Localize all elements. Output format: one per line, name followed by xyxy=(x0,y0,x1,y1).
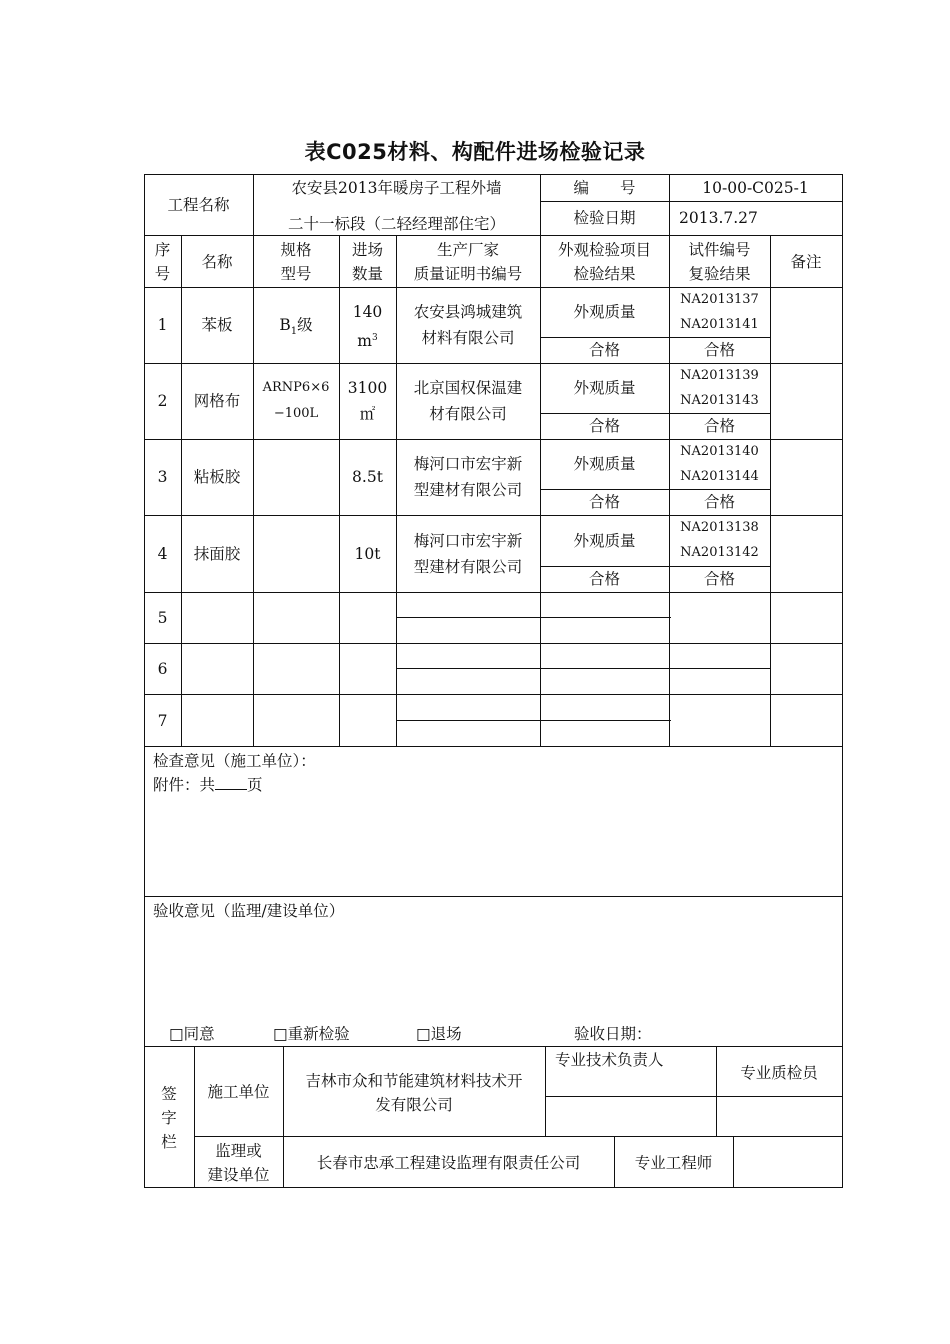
row-maker-2: 型建材有限公司 xyxy=(413,481,523,499)
qc-inspector-label: 专业质检员 xyxy=(740,1064,818,1082)
project-name-line2: 二十一标段（二轻经理部住宅） xyxy=(287,215,505,233)
row-qty: 3100 xyxy=(347,379,388,397)
row-test-no-2: NA2013142 xyxy=(680,545,759,560)
row-check-item: 外观质量 xyxy=(573,303,636,321)
col-seq-1: 序 xyxy=(154,241,171,259)
empty-row-no-6: 6 xyxy=(157,660,168,678)
col-name: 名称 xyxy=(201,253,233,271)
option-return-checkbox[interactable]: □退场 xyxy=(416,1025,462,1043)
row-test-no-1: NA2013138 xyxy=(680,520,759,535)
row-maker-2: 材料有限公司 xyxy=(421,329,515,347)
row-check-result: 合格 xyxy=(588,341,620,359)
row-maker-2: 型建材有限公司 xyxy=(413,558,523,576)
row-no: 3 xyxy=(157,468,168,486)
attachment-line: 附件：共 页 xyxy=(153,776,263,794)
builder-name-2: 发有限公司 xyxy=(375,1096,453,1114)
option-recheck-checkbox[interactable]: □重新检验 xyxy=(273,1025,350,1043)
row-name: 网格布 xyxy=(193,392,241,410)
row-spec-2: −100L xyxy=(273,406,319,421)
inspection-opinion-label: 检查意见（施工单位）： xyxy=(153,752,316,770)
row-maker-1: 北京国权保温建 xyxy=(413,379,523,397)
builder-label: 施工单位 xyxy=(207,1083,270,1101)
col-qty-1: 进场 xyxy=(351,241,383,259)
number-value: 10-00-C025-1 xyxy=(702,179,809,197)
row-check-result: 合格 xyxy=(588,417,620,435)
row-qty-unit: $m^3$ xyxy=(357,332,378,351)
row-no: 2 xyxy=(157,392,168,410)
row-test-no-1: NA2013139 xyxy=(680,368,759,383)
date-value: 2013.7.27 xyxy=(679,209,758,227)
row-maker-1: 梅河口市宏宇新 xyxy=(413,455,523,473)
signature-label-2: 字 xyxy=(161,1109,177,1127)
empty-row-no-5: 5 xyxy=(157,609,168,627)
row-test-no-1: NA2013140 xyxy=(680,444,759,459)
empty-row-no-7: 7 xyxy=(157,712,168,730)
row-maker-1: 农安县鸿城建筑 xyxy=(413,303,523,321)
col-remark: 备注 xyxy=(790,253,822,271)
signature-label-1: 签 xyxy=(161,1085,177,1103)
project-name-label: 工程名称 xyxy=(167,196,230,214)
col-spec-1: 规格 xyxy=(280,241,312,259)
col-qty-2: 数量 xyxy=(351,265,383,283)
row-qty-unit: ㎡ xyxy=(359,405,376,423)
row-check-result: 合格 xyxy=(588,570,620,588)
col-visual-1: 外观检验项目 xyxy=(557,241,651,259)
builder-name-1: 吉林市众和节能建筑材料技术开 xyxy=(305,1072,523,1090)
col-maker-1: 生产厂家 xyxy=(436,241,499,259)
row-qty: 8.5t xyxy=(352,468,383,486)
row-name: 抹面胶 xyxy=(193,545,241,563)
col-spec-2: 型号 xyxy=(280,265,312,283)
col-test-2: 复验结果 xyxy=(688,265,751,283)
row-test-result: 合格 xyxy=(703,341,735,359)
row-test-no-2: NA2013143 xyxy=(680,393,759,408)
col-seq-2: 号 xyxy=(154,265,171,283)
row-check-item: 外观质量 xyxy=(573,532,636,550)
number-label: 编 号 xyxy=(573,179,636,197)
row-test-result: 合格 xyxy=(703,417,735,435)
row-qty: 140 xyxy=(352,303,383,321)
supervisor-name: 长春市忠承工程建设监理有限责任公司 xyxy=(316,1154,581,1172)
supervisor-label-2: 建设单位 xyxy=(207,1166,270,1184)
project-name-line1: 农安县2013年暖房子工程外墙 xyxy=(291,179,502,197)
page-title: 表C025材料、构配件进场检验记录 xyxy=(304,140,646,164)
row-check-item: 外观质量 xyxy=(573,455,636,473)
row-check-item: 外观质量 xyxy=(573,379,636,397)
row-maker-1: 梅河口市宏宇新 xyxy=(413,532,523,550)
row-no: 1 xyxy=(157,316,168,334)
row-test-result: 合格 xyxy=(703,570,735,588)
row-test-no-1: NA2013137 xyxy=(680,292,759,307)
date-label: 检验日期 xyxy=(573,209,636,227)
tech-lead-label: 专业技术负责人 xyxy=(555,1051,664,1069)
row-spec: $B_1$级 xyxy=(279,316,313,338)
row-name: 粘板胶 xyxy=(193,468,241,486)
signature-label-3: 栏 xyxy=(161,1133,177,1151)
row-spec-1: ARNP6×6 xyxy=(262,380,330,395)
row-test-no-2: NA2013144 xyxy=(680,469,759,484)
option-agree-checkbox[interactable]: □同意 xyxy=(169,1025,215,1043)
row-no: 4 xyxy=(157,545,168,563)
row-qty: 10t xyxy=(354,545,381,563)
row-test-result: 合格 xyxy=(703,493,735,511)
supervisor-label-1: 监理或 xyxy=(215,1142,262,1160)
row-test-no-2: NA2013141 xyxy=(680,317,759,332)
acceptance-date-label: 验收日期： xyxy=(574,1025,652,1043)
col-visual-2: 检验结果 xyxy=(573,265,636,283)
col-test-1: 试件编号 xyxy=(688,241,751,259)
row-maker-2: 材有限公司 xyxy=(429,405,507,423)
engineer-label: 专业工程师 xyxy=(634,1154,713,1172)
inspection-record-table xyxy=(144,174,843,1188)
acceptance-opinion-label: 验收意见（监理/建设单位） xyxy=(153,902,345,920)
col-maker-2: 质量证明书编号 xyxy=(413,265,523,283)
row-name: 苯板 xyxy=(201,316,233,334)
row-check-result: 合格 xyxy=(588,493,620,511)
